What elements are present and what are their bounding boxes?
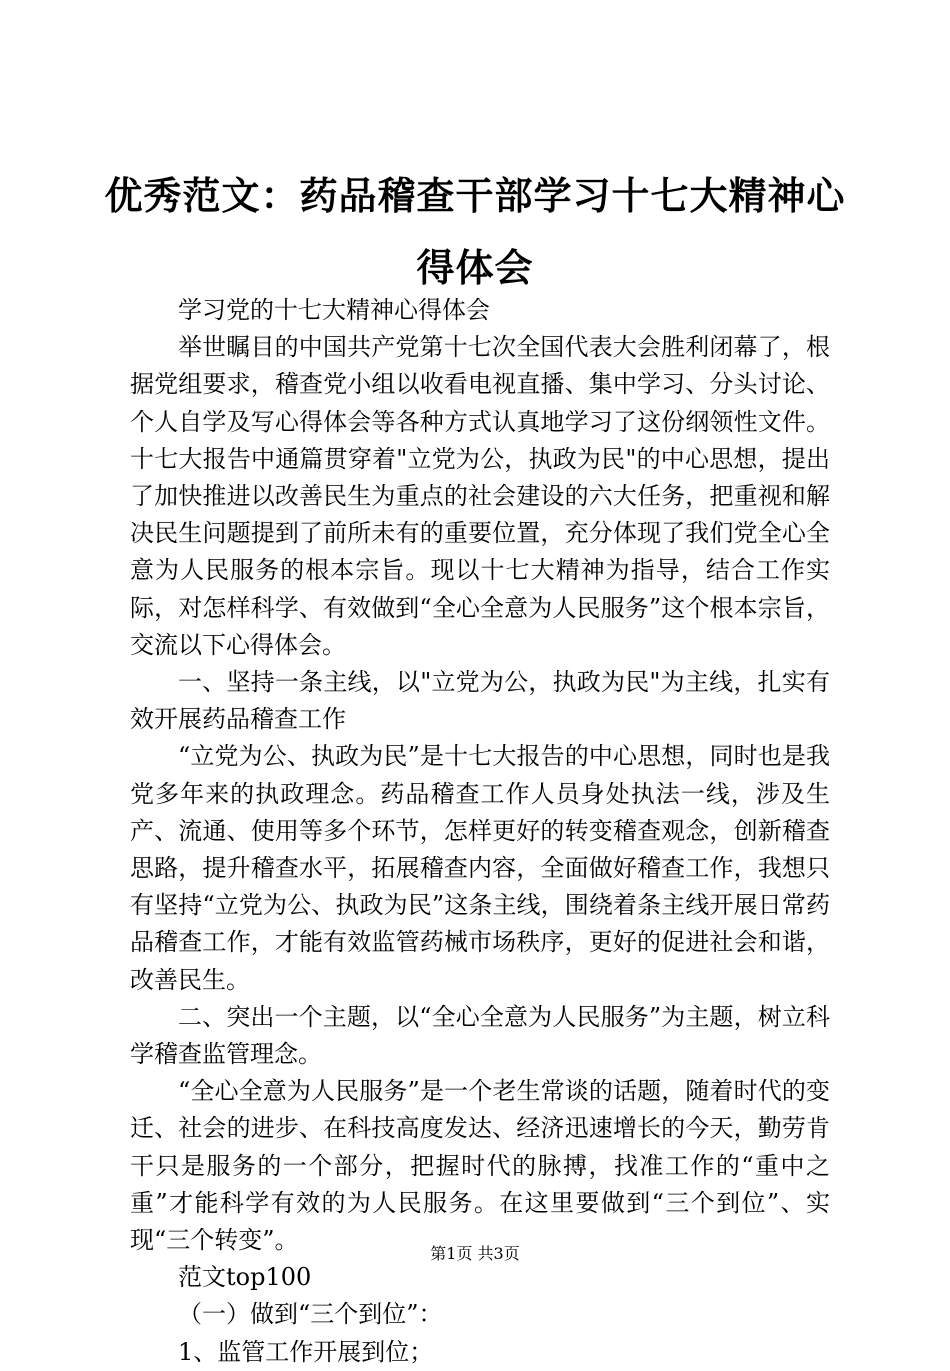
document-body	[130, 292, 830, 1371]
paragraph-watermark-text: 范文top100	[178, 1263, 312, 1292]
paragraph-subheading: （一）做到“三个到位”：	[178, 1300, 443, 1329]
page-footer: 第1页 共3页	[430, 1244, 520, 1263]
document-title: 优秀范文：药品稽查干部学习十七大精神心得体会	[104, 174, 846, 290]
paragraph-intro: 举世瞩目的中国共产党第十七次全国代表大会胜利闭幕了，根据党组要求，稽查党小组以收看电视直播、集中学习、分头讨论、个人自学及写心得体会等各种方式认真地学习了这份纲领性文件。十七大报告中通篇贯穿着"立党为公，执政为民"的中心思想，提出了加快推进以改善民生为重点的社会建设的六大任务，把重视和解决民生问题提到了前所未有的重要位置，充分体现了我们党全心全意为人民服务的根本宗旨。现以十七大精神为指导，结合工作实际，对怎样科学、有效做到“全心全意为人民服务”这个根本宗旨，交流以下心得体会。	[130, 333, 830, 659]
paragraph-section-2: “全心全意为人民服务”是一个老生常谈的话题，随着时代的变迁、社会的进步、在科技高度发达、经济迅速增长的今天，勤劳肯干只是服务的一个部分，把握时代的脉搏，找准工作的“重中之重”才能科学有效的为人民服务。在这里要做到“三个到位”、实现“三个转变”。	[130, 1077, 830, 1255]
paragraph-subtitle: 学习党的十七大精神心得体会	[178, 296, 490, 324]
paragraph-list-item-1: 1、监管工作开展到位；	[178, 1337, 434, 1366]
paragraph-heading-2: 二、突出一个主题，以“全心全意为人民服务”为主题，树立科学稽查监管理念。	[130, 1002, 830, 1069]
paragraph-heading-1: 一、坚持一条主线，以"立党为公，执政为民"为主线，扎实有效开展药品稽查工作	[130, 668, 830, 734]
paragraph-section-1: “立党为公、执政为民”是十七大报告的中心思想，同时也是我党多年来的执政理念。药品稽查工作人员身处执法一线，涉及生产、流通、使用等多个环节，怎样更好的转变稽查观念，创新稽查思路，提升稽查水平，拓展稽查内容，全面做好稽查工作，我想只有坚持“立党为公、执政为民”这条主线，围绕着条主线开展日常药品稽查工作，才能有效监管药械市场秩序，更好的促进社会和谐，改善民生。	[130, 742, 830, 994]
